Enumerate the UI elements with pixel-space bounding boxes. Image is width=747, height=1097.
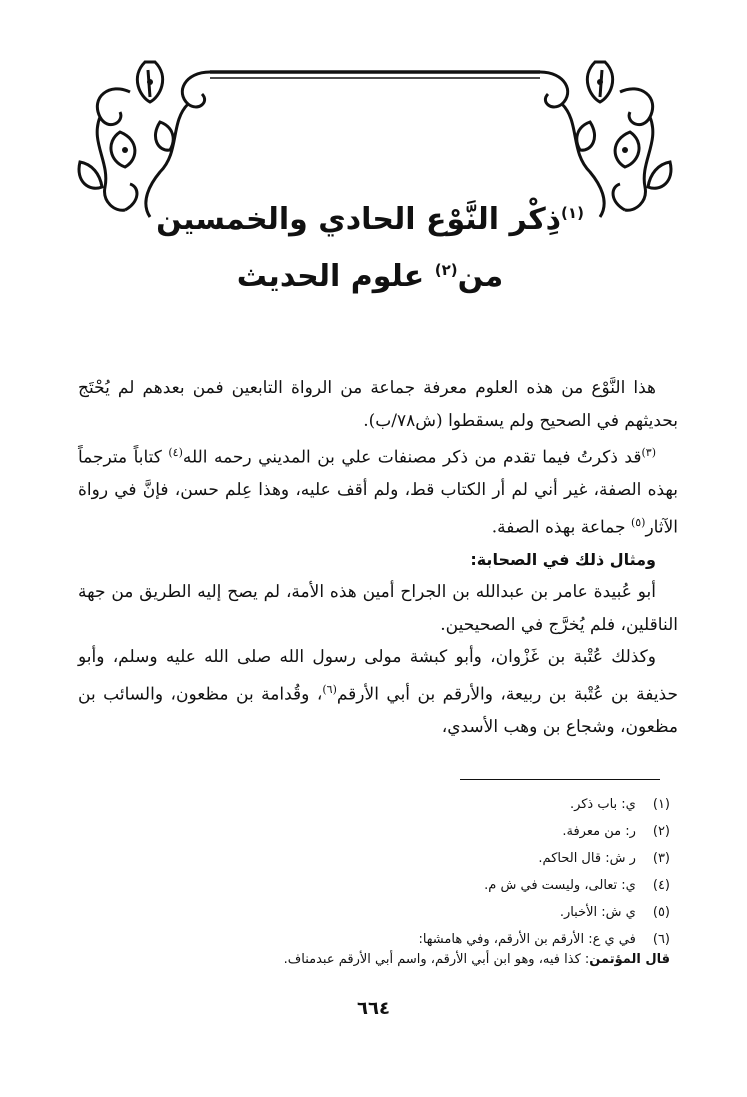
footnote-item: (٦) في ي ع: الأرقم بن الأرقم، وفي هامشها: bbox=[418, 932, 670, 947]
footnote-item: (٥) ي ش: الأخبار. bbox=[559, 905, 670, 920]
paragraph: وكذلك عُتْبة بن غَزْوان، وأبو كبشة مولى رسول الله صلى الله عليه وسلم، وأبو حذيفة بن عُتْبة بن ربيعة، والأرقم بن أبي الأرقم$^{(٦)}$، وقُدامة بن مظعون، والسائب بن مظعون، وشجاع بن وهب الأسدي، bbox=[78, 647, 678, 737]
page-title bbox=[110, 188, 630, 302]
title-line-2: من$^{(٢)}$ علوم الحديث bbox=[236, 259, 504, 294]
footnotes bbox=[140, 791, 670, 971]
footnote-divider bbox=[460, 779, 660, 780]
footnote-ref: (٢) bbox=[434, 261, 458, 279]
footnote-item: (٢) ر: من معرفة. bbox=[562, 824, 670, 839]
paragraph: $^{(٣)}$قد ذكرتُ فيما تقدم من ذكر مصنفات علي بن المديني رحمه الله$^{(٤)}$ كتاباً مترجماً بهذه الصفة، غير أني لم أر الكتاب قط، ولم أقف عليه، وهذا عِلم حسن، فإنَّ في رواة الآثار$^{(٥)}$ جماعة بهذه الصفة. bbox=[78, 446, 678, 538]
footnote-ref: (٤) bbox=[168, 446, 183, 459]
section-subheading: ومثال ذلك في الصحابة: bbox=[470, 549, 656, 569]
footnote-ref: (٦) bbox=[322, 682, 337, 696]
page-number: ٦٦٤ bbox=[357, 998, 390, 1019]
footnote-item: (٤) ي: تعالى، وليست في ش م. bbox=[484, 878, 670, 893]
footnote-item: (١) ي: باب ذكر. bbox=[569, 797, 670, 812]
footnote-ref: (٥) bbox=[630, 515, 646, 529]
main-text bbox=[78, 372, 678, 743]
footnote-ref: (٣) bbox=[641, 446, 656, 459]
footnote-item: (٣) ر ش: قال الحاكم. bbox=[538, 851, 670, 866]
footnote-continuation: قال المؤتمن: كذا فيه، وهو ابن أبي الأرقم، واسم أبي الأرقم عبدمناف. bbox=[283, 952, 670, 967]
footnote-ref: (١) bbox=[561, 204, 584, 222]
paragraph: أبو عُبيدة عامر بن عبدالله بن الجراح أمين هذه الأمة، لم يصح إليه الطريق من جهة الناقلين، فلم يُخرَّج في الصحيحين. bbox=[78, 582, 678, 635]
title-line-1: $^{(١)}$ذِكْر النَّوْع الحادي والخمسين bbox=[156, 202, 584, 237]
paragraph: هذا النَّوْع من هذه العلوم معرفة جماعة من الرواة التابعين فمن بعدهم لم يُحْتَج بحديثهم في الصحيح ولم يسقطوا (ش٧٨/ب). bbox=[78, 378, 678, 431]
